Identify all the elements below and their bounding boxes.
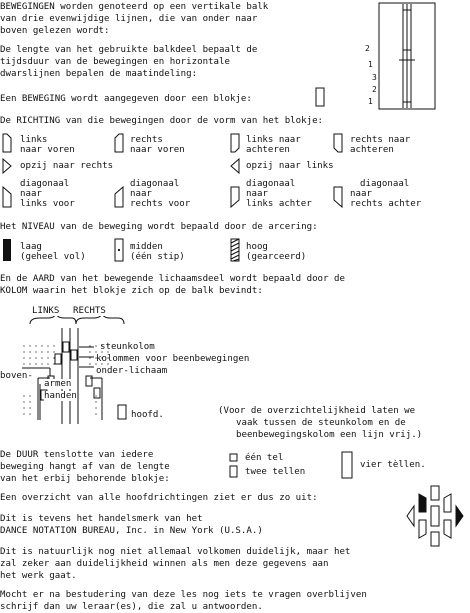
closing-line-2: zal zeker aan duidelijkheid winnen als men deze gegevens aan xyxy=(0,559,329,569)
staff-number-1a: 1 xyxy=(368,60,373,69)
diag1-label-1: diagonaal xyxy=(20,179,70,189)
duration-line-3: van het erbij behorende blokje: xyxy=(0,474,170,484)
right-forward-label-2: naar voren xyxy=(130,145,185,155)
diag-right-forward-symbol xyxy=(114,186,124,208)
left-back-label-1: links naar xyxy=(246,135,301,145)
staff-diagram xyxy=(378,2,436,110)
trademark-line-1: Dit is tevens het handelsmerk van het xyxy=(0,514,203,524)
length-line-2: tijdsduur van de bewegingen en horizontale xyxy=(0,57,230,67)
staff-number-2a: 2 xyxy=(365,44,370,53)
closing-line-3: het werk gaat. xyxy=(0,571,77,581)
support-column-label: steunkolom xyxy=(100,342,155,352)
right-back-label-1: rechts naar xyxy=(350,135,411,145)
side-left-symbol xyxy=(230,158,240,174)
intro-line-1: BEWEGINGEN worden genoteerd op een vertikale balk xyxy=(0,2,269,12)
overview-line: Een overzicht van alle hoofdrichtingen ziet er dus zo uit: xyxy=(0,493,318,503)
head-label: hoofd. xyxy=(131,410,164,420)
four-count-label: vier tèllen. xyxy=(360,460,426,470)
level-high-label-1: hoog xyxy=(246,242,268,252)
diag2-label-1: diagonaal xyxy=(130,179,180,189)
diag2-label-3: rechts voor xyxy=(130,199,191,209)
diag3-label-2: naar xyxy=(246,189,268,199)
level-low-symbol xyxy=(2,238,12,262)
links-label: LINKS xyxy=(32,306,60,316)
right-back-label-2: achteren xyxy=(350,145,394,155)
right-forward-label-1: rechts xyxy=(130,135,163,145)
length-line-1: De lengte van het gebruikte balkdeel bepaalt de xyxy=(0,45,258,55)
left-forward-label-1: links xyxy=(20,135,48,145)
closing-line-4: Mocht er na bestudering van deze les nog iets te vragen overblijven xyxy=(0,590,367,600)
level-heading: Het NIVEAU van de beweging wordt bepaald door de arcering: xyxy=(0,222,318,232)
arms-label: armen xyxy=(44,379,72,389)
leg-columns-label: kolommen voor beenbewegingen xyxy=(96,354,250,364)
four-count-symbol xyxy=(341,451,353,479)
kind-line-1: En de AARD van het bewegende lichaamsdeel wordt bepaald door de xyxy=(0,274,345,284)
length-line-3: dwarslijnen bepalen de maatindeling: xyxy=(0,69,198,79)
closing-line-5: schrijf dan uw leraar(es), die zal u antwoorden. xyxy=(0,602,263,612)
lower-body-label: onder-lichaam xyxy=(96,366,168,376)
duration-line-1: De DUUR tenslotte van iedere xyxy=(0,450,154,460)
closing-line-1: Dit is natuurlijk nog niet allemaal volkomen duidelijk, maar het xyxy=(0,547,351,557)
diag4-label-3: rechts achter xyxy=(350,199,422,209)
diag-right-back-symbol xyxy=(333,186,343,208)
left-back-label-2: achteren xyxy=(246,145,290,155)
staff-number-2b: 2 xyxy=(372,85,377,94)
right-forward-symbol xyxy=(114,133,124,153)
diag1-label-3: links voor xyxy=(20,199,75,209)
upper-body-label: boven- xyxy=(0,371,33,381)
direction-heading: De RICHTING van die bewegingen door de vorm van het blokje: xyxy=(0,116,324,126)
diag4-label-2: naar xyxy=(350,189,372,199)
block-symbol xyxy=(315,87,325,107)
trademark-logo xyxy=(405,484,465,548)
left-back-symbol xyxy=(230,133,240,153)
diag1-label-2: naar xyxy=(20,189,42,199)
level-high-label-2: (gearceerd) xyxy=(246,252,307,262)
kind-note-1: (Voor de overzichtelijkheid laten we xyxy=(218,406,416,416)
staff-number-1b: 1 xyxy=(368,97,373,106)
diag-left-forward-symbol xyxy=(2,186,12,208)
diag-left-back-symbol xyxy=(230,186,240,208)
level-middle-symbol xyxy=(114,238,124,262)
two-count-label: twee tellen xyxy=(245,467,306,477)
diag2-label-2: naar xyxy=(130,189,152,199)
one-count-symbol xyxy=(229,453,239,462)
side-left-label: opzij naar links xyxy=(246,161,334,171)
duration-line-2: beweging hangt af van de lengte xyxy=(0,462,170,472)
level-low-label-1: laag xyxy=(20,242,42,252)
right-back-symbol xyxy=(333,133,343,153)
block-line: Een BEWEGING wordt aangegeven door een blokje: xyxy=(0,94,252,104)
hands-label: handen xyxy=(44,391,77,401)
two-count-symbol xyxy=(229,465,239,478)
kind-note-2: vaak tussen de steunkolom en de xyxy=(236,418,406,428)
left-forward-symbol xyxy=(2,133,12,153)
level-middle-label-1: midden xyxy=(130,242,163,252)
staff-number-3: 3 xyxy=(372,73,377,82)
trademark-line-2: DANCE NOTATION BUREAU, Inc. in New York (U.S.A.) xyxy=(0,526,263,536)
rechts-label: RECHTS xyxy=(73,306,106,316)
side-right-label: opzij naar rechts xyxy=(20,161,114,171)
one-count-label: één tel xyxy=(245,453,284,463)
intro-line-2: van drie evenwijdige lijnen, die van onder naar xyxy=(0,14,258,24)
diag3-label-3: links achter xyxy=(246,199,312,209)
level-high-symbol xyxy=(230,238,240,262)
level-low-label-2: (geheel vol) xyxy=(20,252,86,262)
kind-line-2: KOLOM waarin het blokje zich op de balk bevindt: xyxy=(0,286,263,296)
diag3-label-1: diagonaal xyxy=(246,179,296,189)
kind-note-3: beenbewegingskolom een lijn vrij.) xyxy=(236,430,423,440)
side-right-symbol xyxy=(2,158,12,174)
intro-line-3: boven gelezen wordt: xyxy=(0,26,110,36)
left-forward-label-2: naar voren xyxy=(20,145,75,155)
head-block-symbol xyxy=(117,404,127,420)
diag4-label-1: diagonaal xyxy=(360,179,410,189)
level-middle-label-2: (één stip) xyxy=(130,252,185,262)
